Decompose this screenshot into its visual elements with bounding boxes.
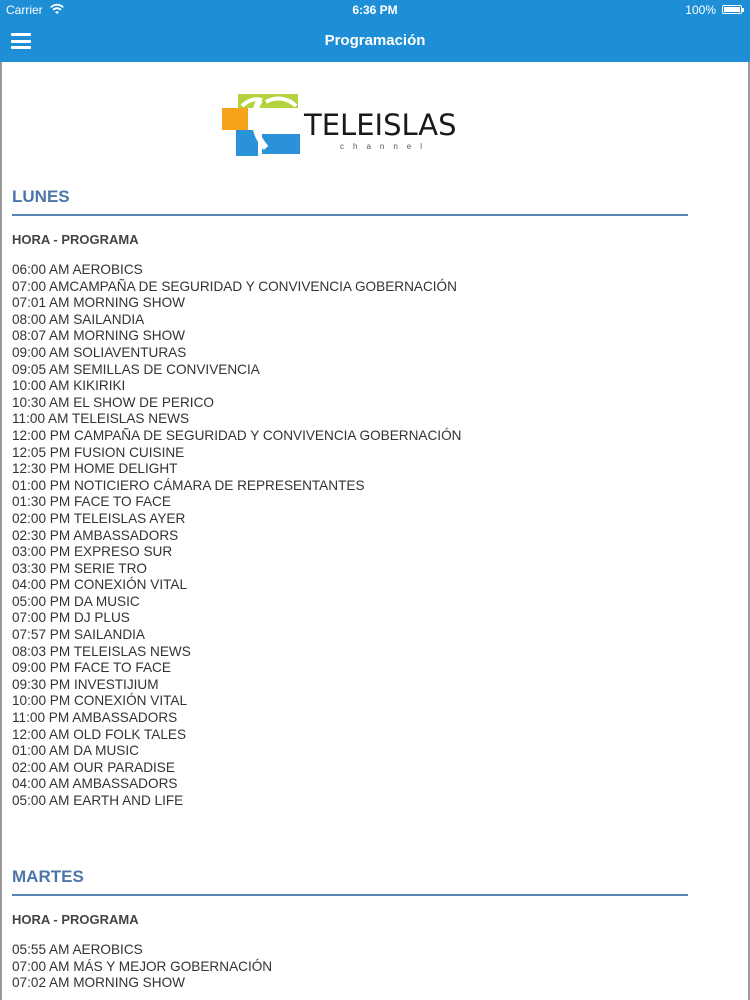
- schedule-row: 11:00 AM TELEISLAS NEWS: [12, 411, 190, 427]
- schedule-row: 09:00 AM SOLIAVENTURAS: [12, 344, 187, 360]
- day-block-lunes: [12, 184, 688, 810]
- schedule-row: 08:00 AM SAILANDIA: [12, 311, 145, 327]
- schedule-row: 01:00 AM DA MUSIC: [12, 743, 139, 759]
- column-header: HORA - PROGRAMA: [12, 232, 139, 247]
- schedule-row: 08:03 PM TELEISLAS NEWS: [12, 643, 191, 659]
- schedule-row: 07:01 AM MORNING SHOW: [12, 295, 185, 311]
- schedule-row: 07:00 PM DJ PLUS: [12, 610, 130, 626]
- carrier-label: Carrier: [6, 3, 43, 17]
- schedule-row: 07:00 AMCAMPAÑA DE SEGURIDAD Y CONVIVENCIA GOBERNACIÓN: [12, 278, 457, 294]
- schedule-row: 04:00 AM AMBASSADORS: [12, 776, 178, 792]
- schedule-row: 09:30 PM INVESTIJIUM: [12, 676, 159, 692]
- schedule-row: 03:30 PM SERIE TRO: [12, 560, 147, 576]
- schedule-row: 07:02 AM MORNING SHOW: [12, 975, 185, 991]
- schedule-row: 02:30 PM AMBASSADORS: [12, 527, 179, 543]
- clock: 6:36 PM: [352, 3, 398, 17]
- day-divider: [12, 214, 688, 216]
- schedule-row: 10:00 AM KIKIRIKI: [12, 378, 126, 394]
- schedule-row: 12:30 PM HOME DELIGHT: [12, 461, 178, 477]
- schedule-row: 12:00 PM CAMPAÑA DE SEGURIDAD Y CONVIVENCIA GOBERNACIÓN: [12, 427, 462, 443]
- schedule-row: 11:00 PM AMBASSADORS: [12, 710, 178, 726]
- schedule-row: 08:07 AM MORNING SHOW: [12, 328, 185, 344]
- schedule-row: 07:00 AM MÁS Y MEJOR GOBERNACIÓN: [12, 958, 273, 974]
- navigation-bar: [0, 20, 750, 62]
- schedule-row: 01:00 PM NOTICIERO CÁMARA DE REPRESENTANTES: [12, 477, 365, 493]
- schedule-row: 05:00 PM DA MUSIC: [12, 593, 140, 609]
- status-bar: [0, 0, 750, 20]
- day-block-martes: [12, 864, 688, 992]
- battery-icon: [722, 5, 742, 14]
- day-divider: [12, 894, 688, 896]
- schedule-row: 04:00 PM CONEXIÓN VITAL: [12, 577, 188, 593]
- teleislas-logo: [222, 92, 482, 158]
- schedule-row: 10:30 AM EL SHOW DE PERICO: [12, 394, 214, 410]
- schedule-row: 01:30 PM FACE TO FACE: [12, 494, 171, 510]
- schedule-row: 10:00 PM CONEXIÓN VITAL: [12, 693, 188, 709]
- logo-emblem-icon: [222, 92, 304, 158]
- schedule-row: 02:00 PM TELEISLAS AYER: [12, 510, 186, 526]
- column-header: HORA - PROGRAMA: [12, 912, 139, 927]
- schedule-content[interactable]: [0, 62, 750, 1000]
- schedule-row: 05:00 AM EARTH AND LIFE: [12, 793, 184, 808]
- logo-subtitle: channel: [340, 142, 432, 151]
- schedule-list: [12, 942, 688, 992]
- schedule-row: 03:00 PM EXPRESO SUR: [12, 544, 173, 560]
- day-title: MARTES: [12, 867, 84, 886]
- schedule-row: 09:05 AM SEMILLAS DE CONVIVENCIA: [12, 361, 260, 377]
- schedule-list: [12, 262, 688, 810]
- schedule-row: 02:00 AM OUR PARADISE: [12, 759, 175, 775]
- schedule-row: 05:55 AM AEROBICS: [12, 942, 143, 957]
- schedule-row: 09:00 PM FACE TO FACE: [12, 660, 171, 676]
- schedule-row: 12:05 PM FUSION CUISINE: [12, 444, 185, 460]
- page-title: Programación: [324, 32, 426, 49]
- schedule-row: 06:00 AM AEROBICS: [12, 262, 143, 277]
- schedule-row: 07:57 PM SAILANDIA: [12, 627, 145, 643]
- day-title: LUNES: [12, 187, 70, 206]
- schedule-row: 12:00 AM OLD FOLK TALES: [12, 726, 187, 742]
- logo-wordmark: TELEISLAS: [304, 108, 457, 142]
- battery-percent: 100%: [685, 3, 716, 17]
